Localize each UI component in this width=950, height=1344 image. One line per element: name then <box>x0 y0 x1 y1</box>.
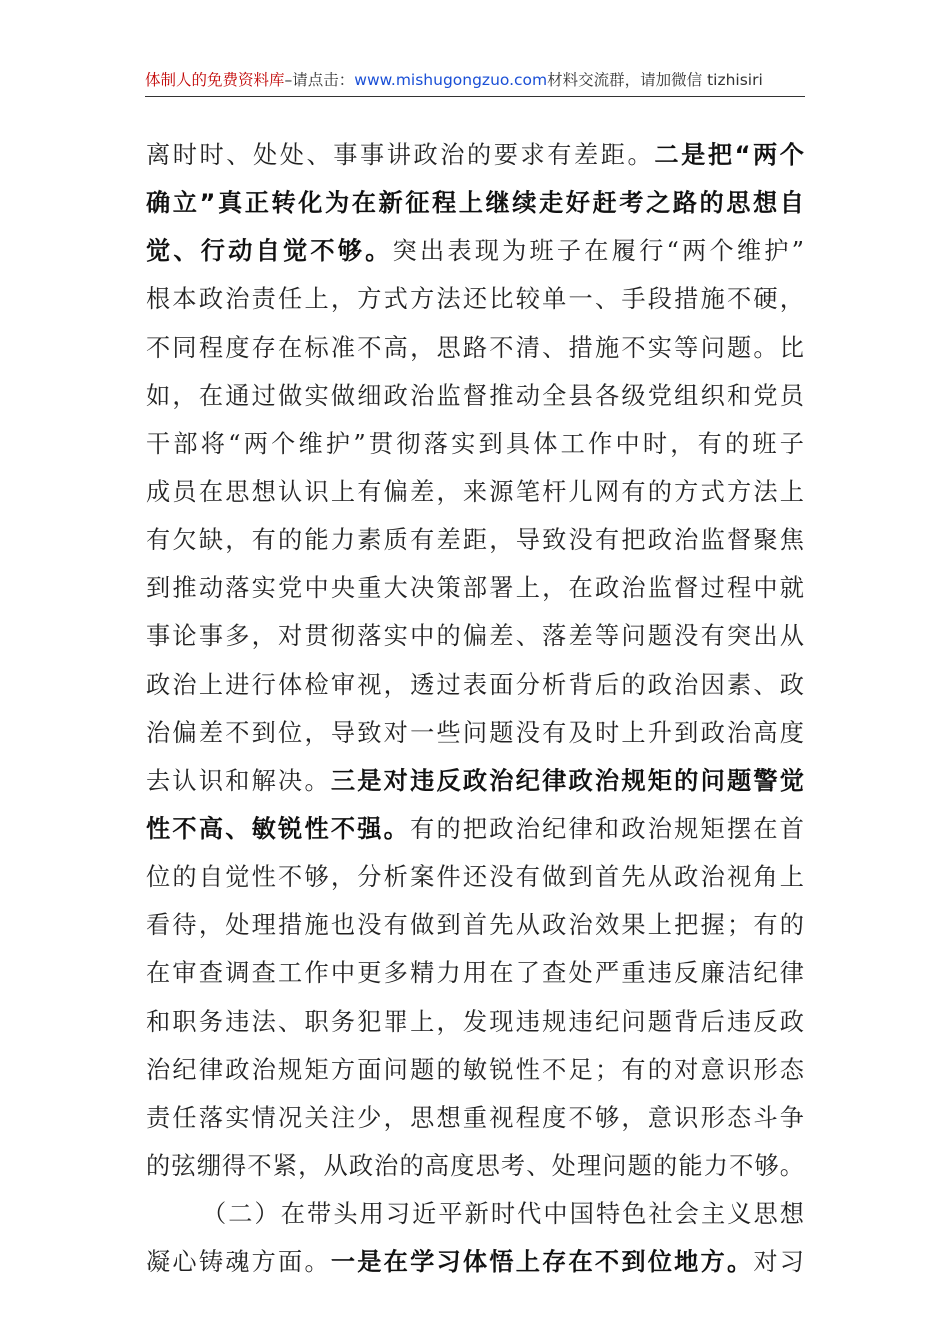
text-line <box>146 805 804 853</box>
bold-run: 性不高、敏锐性不强。 <box>146 814 411 843</box>
text-run: 如，在通过做实做细政治监督推动全县各级党组织和党员 <box>146 381 804 410</box>
text-line <box>146 227 804 275</box>
text-line <box>146 1046 804 1094</box>
text-line <box>146 853 804 901</box>
text-line <box>146 1094 804 1142</box>
text-line <box>146 420 804 468</box>
text-line <box>146 661 804 709</box>
text-line <box>146 949 804 997</box>
text-run: 到推动落实党中央重大决策部署上，在政治监督过程中就 <box>146 574 804 603</box>
text-run: 治偏差不到位，导致对一些问题没有及时上升到政治高度 <box>146 718 804 747</box>
header-prompt: –请点击： <box>284 71 355 89</box>
bold-run: 确立”真正转化为在新征程上继续走好赶考之路的思想自 <box>146 189 804 218</box>
text-line <box>146 709 804 757</box>
text-run: 治纪律政治规矩方面问题的敏锐性不足；有的对意识形态 <box>146 1055 804 1084</box>
text-line <box>146 179 804 227</box>
text-line <box>146 275 804 323</box>
text-run: 责任落实情况关注少，思想重视程度不够，意识形态斗争 <box>146 1103 804 1132</box>
text-line <box>146 131 804 179</box>
text-run: 在审查调查工作中更多精力用在了查处严重违反廉洁纪律 <box>146 959 804 988</box>
text-run: 不同程度存在标准不高，思路不清、措施不实等问题。比 <box>146 333 804 362</box>
text-line <box>146 372 804 420</box>
text-run: 看待，处理措施也没有做到首先从政治效果上把握；有的 <box>146 911 804 940</box>
text-run: 凝心铸魂方面。 <box>146 1248 331 1277</box>
text-line <box>146 324 804 372</box>
text-line <box>146 564 804 612</box>
text-line <box>146 1238 804 1286</box>
text-line <box>146 468 804 516</box>
text-run: 和职务违法、职务犯罪上，发现违规违纪问题背后违反政 <box>146 1007 804 1036</box>
page-header <box>145 68 805 92</box>
text-run: 突出表现为班子在履行“两个维护” <box>392 237 804 266</box>
header-url-link[interactable]: www.mishugongzuo.com <box>354 71 548 89</box>
text-run: 成员在思想认识上有偏差，来源笔杆儿网有的方式方法上 <box>146 477 804 506</box>
text-run: 有欠缺，有的能力素质有差距，导致没有把政治监督聚焦 <box>146 526 804 555</box>
text-line <box>146 612 804 660</box>
header-suffix: 材料交流群，请加微信 tizhisiri <box>547 71 763 89</box>
document-body <box>146 131 804 1286</box>
text-line <box>146 757 804 805</box>
bold-run: 二是把“两个 <box>654 141 804 169</box>
text-run: 根本政治责任上，方式方法还比较单一、手段措施不硬， <box>146 285 804 314</box>
text-line <box>146 516 804 564</box>
header-brand: 体制人的免费资料库 <box>145 71 285 89</box>
bold-run: 三是对违反政治纪律政治规矩的问题警觉 <box>330 766 804 795</box>
text-line <box>146 1142 804 1190</box>
text-run: 事论事多，对贯彻落实中的偏差、落差等问题没有突出从 <box>146 622 804 651</box>
text-line <box>146 1190 804 1238</box>
header-divider <box>145 96 805 97</box>
text-run: 的弦绷得不紧，从政治的高度思考、处理问题的能力不够。 <box>146 1151 804 1180</box>
text-run: 位的自觉性不够，分析案件还没有做到首先从政治视角上 <box>146 863 804 892</box>
text-run: 有的把政治纪律和政治规矩摆在首 <box>410 814 804 843</box>
text-line <box>146 998 804 1046</box>
text-run: （二）在带头用习近平新时代中国特色社会主义思想 <box>202 1200 804 1229</box>
text-run: 对习 <box>753 1248 804 1277</box>
text-run: 离时时、处处、事事讲政治的要求有差距。 <box>146 141 655 169</box>
text-line <box>146 901 804 949</box>
text-run: 政治上进行体检审视，透过表面分析背后的政治因素、政 <box>146 670 804 699</box>
bold-run: 觉、行动自觉不够。 <box>146 237 393 266</box>
text-run: 去认识和解决。 <box>146 766 331 795</box>
text-run: 干部将“两个维护”贯彻落实到具体工作中时，有的班子 <box>146 429 804 458</box>
bold-run: 一是在学习体悟上存在不到位地方。 <box>330 1248 754 1277</box>
